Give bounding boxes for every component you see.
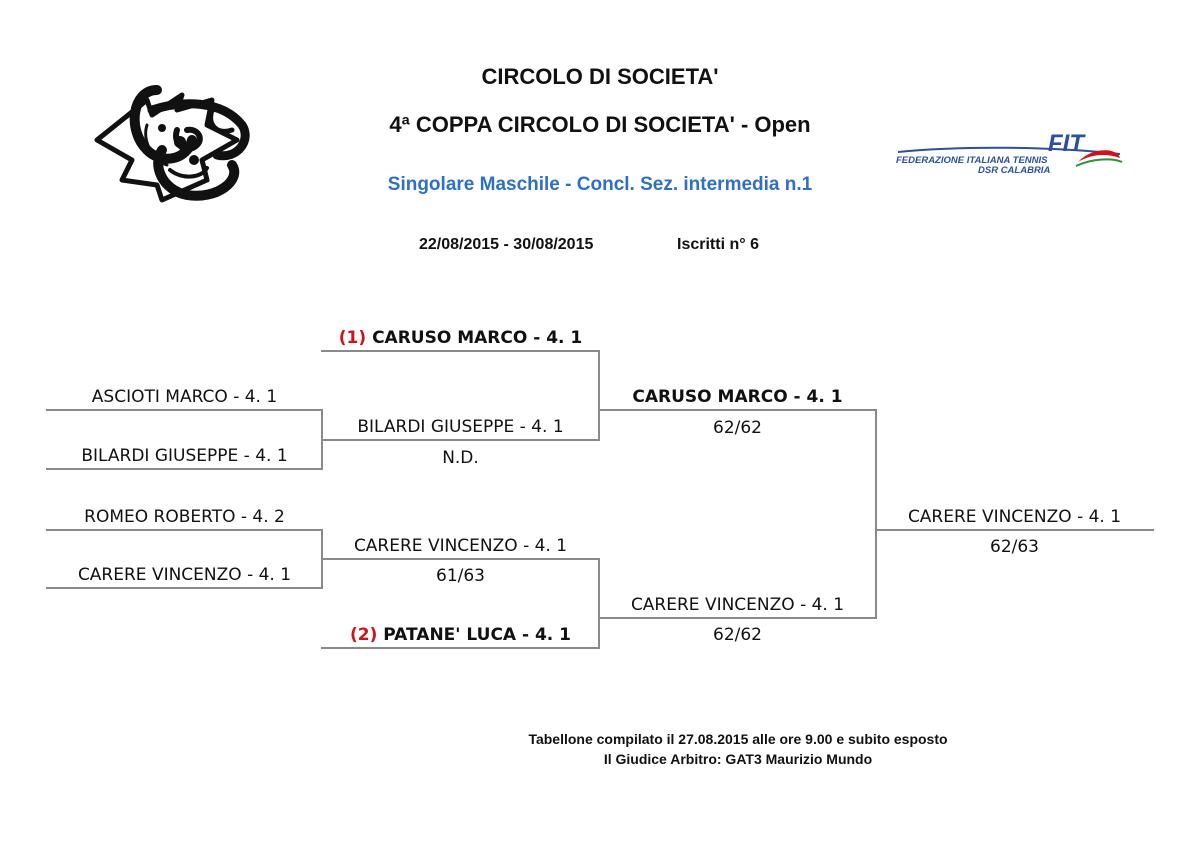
bracket-line [598,617,877,619]
club-monogram-icon [92,70,267,210]
bracket-line [46,468,323,470]
entries-count: Iscritti n° 6 [677,236,759,253]
player-name: CARUSO MARCO - 4. 1 [372,328,583,348]
r2-score-2: N.D. [442,448,479,468]
r2-player-1 [321,328,600,348]
r2-player-3: CARERE VINCENZO - 4. 1 [353,536,568,556]
winner-name: CARERE VINCENZO - 4. 1 [907,507,1122,527]
fit-federation-icon [888,132,1128,180]
referee-note: Il Giudice Arbitro: GAT3 Maurizio Mundo [603,751,873,767]
bracket-line [875,529,1154,531]
fit-logo [888,132,1128,180]
r2-score-3: 61/63 [436,566,485,586]
bracket-line [321,558,600,560]
r1-player-4: CARERE VINCENZO - 4. 1 [77,565,292,585]
seed-badge: (1) [338,328,367,348]
club-logo [92,70,267,210]
bracket-line [598,409,877,411]
fit-mark: FIT [1048,132,1084,157]
r3-score-2: 62/62 [713,625,762,645]
bracket-line [321,647,600,649]
bracket-line [46,409,323,411]
event-title: Singolare Maschile - Concl. Sez. intermedia n.1 [387,174,813,195]
fit-line1: FEDERAZIONE ITALIANA TENNIS [896,155,1048,166]
r1-player-1: ASCIOTI MARCO - 4. 1 [91,387,278,407]
r2-player-2: BILARDI GIUSEPPE - 4. 1 [357,417,564,437]
tournament-dates: 22/08/2015 - 30/08/2015 [419,236,594,253]
bracket-line [321,439,600,441]
fit-line2: DSR CALABRIA [978,165,1051,176]
bracket-line [321,350,600,352]
compiled-note: Tabellone compilato il 27.08.2015 alle ore 9.00 e subito esposto [528,731,948,747]
r3-player-1: CARUSO MARCO - 4. 1 [632,387,843,407]
page-title: CIRCOLO DI SOCIETA' [481,64,719,89]
bracket-line [46,529,323,531]
final-score: 62/63 [990,537,1039,557]
r2-player-4 [321,625,600,645]
player-name: PATANE' LUCA - 4. 1 [383,625,572,645]
bracket-line [46,587,323,589]
seed-badge: (2) [349,625,378,645]
r3-player-2: CARERE VINCENZO - 4. 1 [630,595,845,615]
r1-player-2: BILARDI GIUSEPPE - 4. 1 [81,446,288,466]
r1-player-3: ROMEO ROBERTO - 4. 2 [84,507,285,527]
r3-score-1: 62/62 [713,418,762,438]
tournament-title: 4ª COPPA CIRCOLO DI SOCIETA' - Open [389,112,811,137]
